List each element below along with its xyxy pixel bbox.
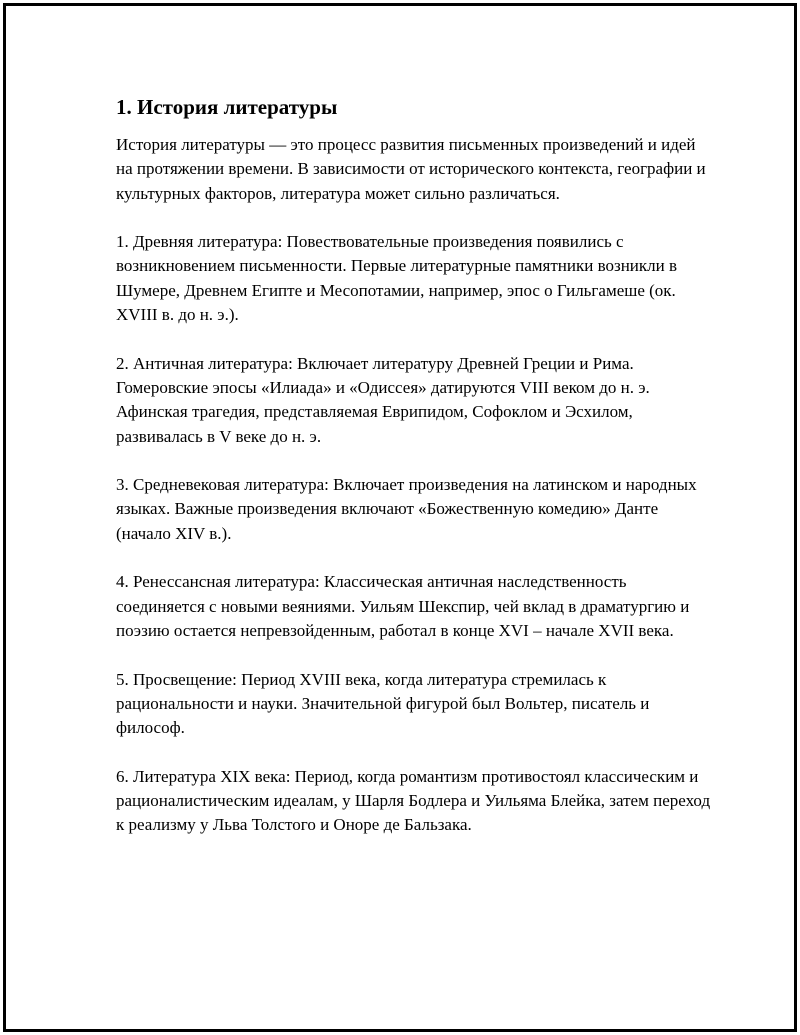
- list-item-ancient: 1. Древняя литература: Повествовательные произведения появились с возникновением письменности. Первые литературные памятники возникли в Шумере, Древнем Египте и Месопотамии, например, эпос о Гильгамеше (ок. XVIII в. до н. э.).: [116, 232, 678, 325]
- list-item-antique: 2. Античная литература: Включает литературу Древней Греции и Рима. Гомеровские эпосы «Илиада» и «Одиссея» датируются VIII веком до н. э. Афинская трагедия, представляемая Еврипидом, Софоклом и Эсхилом, развивалась в V веке до н. э.: [116, 353, 650, 446]
- list-item-enlightenment: 5. Просвещение: Период XVIII века, когда литература стремилась к рациональности и науки. Значительной фигурой был Вольтер, писатель и философ.: [116, 669, 650, 738]
- list-item-medieval: 3. Средневековая литература: Включает произведения на латинском и народных языках. Важные произведения включают «Божественную комедию» Данте (начало XIV в.).: [116, 475, 697, 543]
- intro-paragraph: История литературы — это процесс развития письменных произведений и идей на протяжении времени. В зависимости от исторического контекста, географии и культурных факторов, литература может сильно различаться.: [116, 135, 706, 203]
- list-item-renaissance: 4. Ренессансная литература: Классическая античная наследственность соединяется с новыми веяниями. Уильям Шекспир, чей вклад в драматургию и поэзию остается непревзойденным, работал в конце XVI – начале XVII века.: [116, 572, 690, 640]
- document-title: 1. История литературы: [116, 95, 338, 119]
- document-body: [116, 93, 716, 838]
- list-item-nineteenth-century: 6. Литература XIX века: Период, когда романтизм противостоял классическим и рационалистическим идеалам, у Шарля Бодлера и Уильяма Блейка, затем переход к реализму у Льва Толстого и Оноре де Бальзака.: [116, 766, 711, 835]
